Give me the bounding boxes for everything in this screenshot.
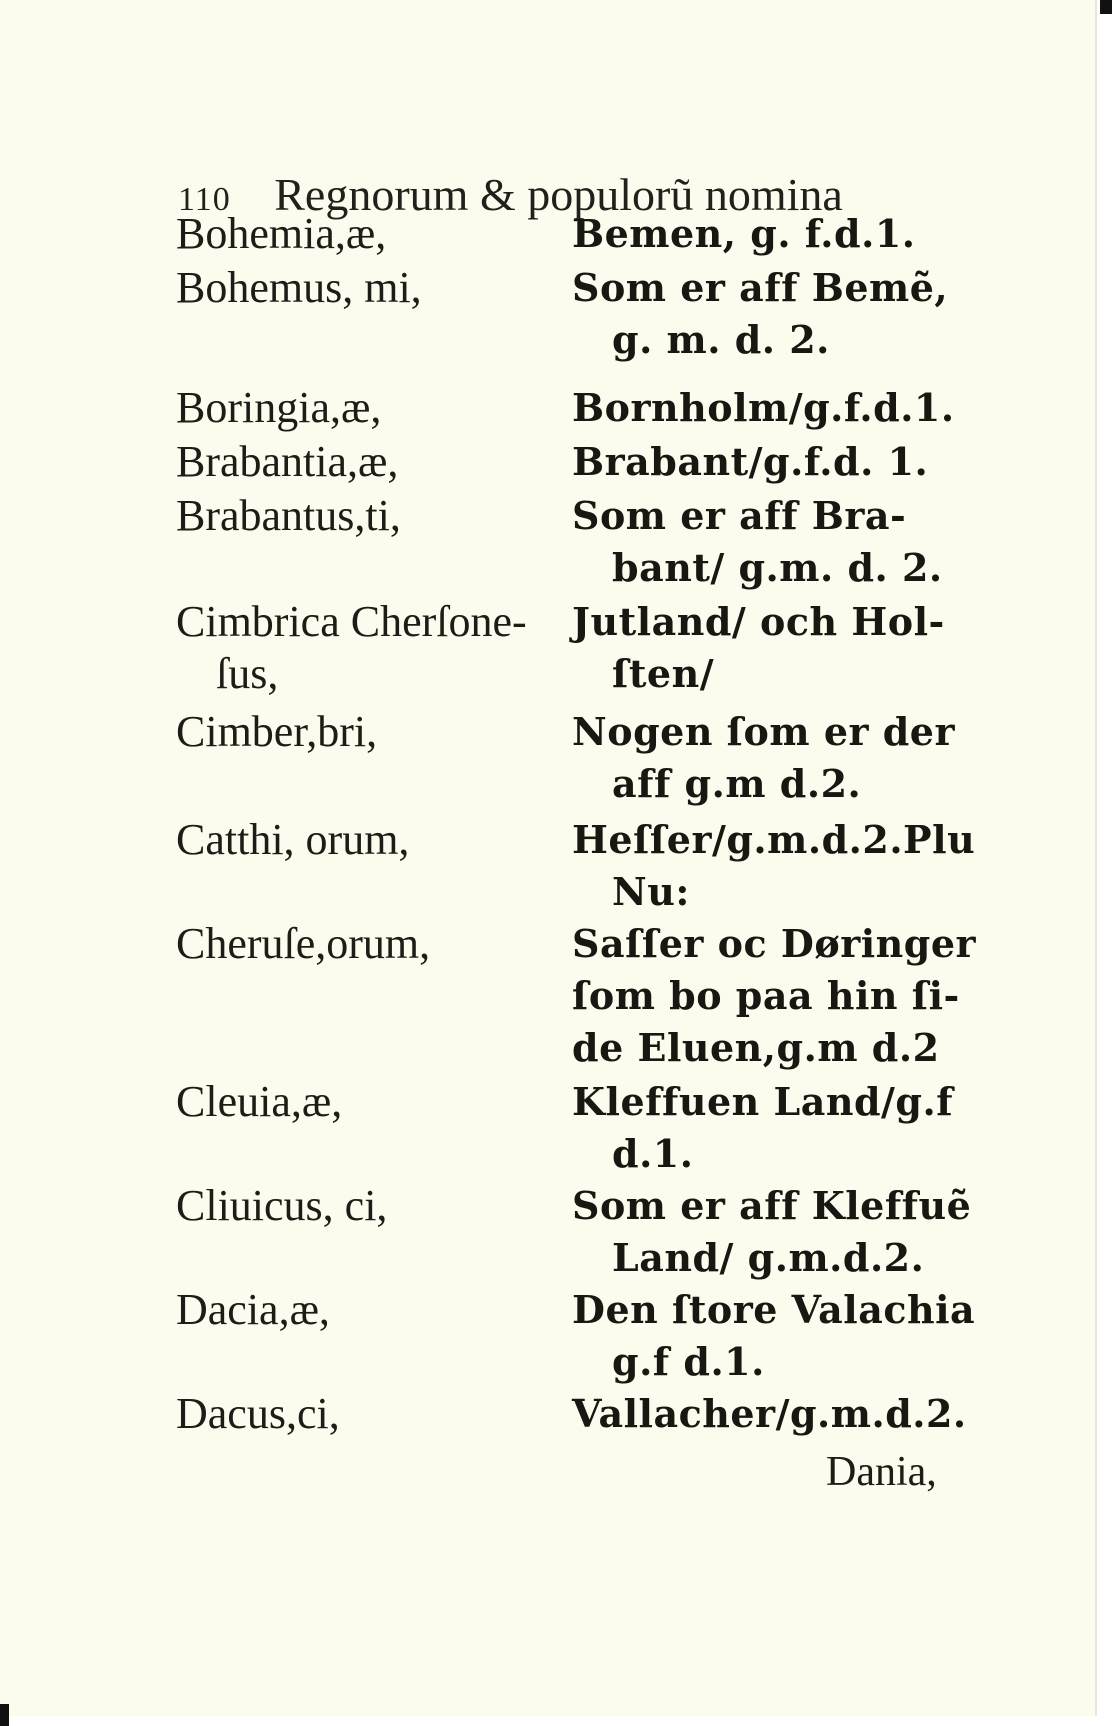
- gloss-line: Vallacher/g.m.d.2.: [572, 1391, 967, 1436]
- vernacular-gloss: [572, 1180, 972, 1284]
- gloss-line: Kleffuen Land/g.f: [572, 1079, 954, 1124]
- scan-edge-mark: [1100, 0, 1112, 14]
- gloss-line: Som er aff Bemẽ,: [572, 265, 949, 310]
- gloss-line: Saſſer oc Døringer: [572, 921, 977, 966]
- latin-line: ſus,: [216, 649, 279, 698]
- gloss-line: ſten/: [612, 651, 715, 696]
- scan-edge-mark: [0, 1704, 9, 1726]
- gloss-line: d.1.: [612, 1131, 694, 1176]
- latin-term: [176, 596, 527, 700]
- vernacular-gloss: [572, 262, 972, 366]
- vernacular-gloss: [572, 1076, 972, 1180]
- vernacular-gloss: [572, 918, 977, 1074]
- latin-line: Brabantus,ti,: [176, 491, 401, 540]
- latin-line: Cheruſe,orum,: [176, 919, 431, 968]
- page-title: Regnorum & populorũ nomina: [274, 169, 843, 220]
- latin-term: [176, 1076, 342, 1128]
- gloss-line: Som er aff Bra-: [572, 493, 907, 538]
- gloss-line: bant/ g.m. d. 2.: [612, 545, 943, 590]
- vernacular-gloss: [572, 596, 972, 700]
- vernacular-gloss: [572, 382, 972, 434]
- vernacular-gloss: [572, 814, 976, 918]
- vernacular-gloss: [572, 1284, 976, 1388]
- vernacular-gloss: [572, 436, 972, 488]
- gloss-line: Bornholm/g.f.d.1.: [572, 385, 955, 430]
- gloss-line: aff g.m d.2.: [612, 761, 862, 806]
- latin-line: Bohemus, mi,: [176, 263, 422, 312]
- vernacular-gloss: [572, 490, 972, 594]
- latin-term: [176, 1284, 330, 1336]
- latin-term: [176, 814, 409, 866]
- latin-line: Bohemia,æ,: [176, 209, 387, 258]
- gloss-line: Jutland/ och Hol-: [572, 599, 945, 644]
- latin-term: [176, 1180, 387, 1232]
- gloss-line: Land/ g.m.d.2.: [612, 1235, 925, 1280]
- latin-term: [176, 262, 422, 314]
- gloss-line: g. m. d. 2.: [612, 317, 830, 362]
- gloss-line: Den ſtore Valachia: [572, 1287, 976, 1332]
- latin-line: Cliuicus, ci,: [176, 1181, 388, 1230]
- latin-term: [176, 490, 401, 542]
- vernacular-gloss: [572, 208, 972, 260]
- gloss-line: ſom bo paa hin ſi-: [572, 973, 960, 1018]
- catchword: Dania,: [826, 1449, 937, 1495]
- vernacular-gloss: [572, 706, 972, 810]
- gloss-line: Som er aff Kleffuẽ: [572, 1183, 972, 1228]
- latin-line: Dacia,æ,: [176, 1285, 330, 1334]
- latin-term: [176, 918, 430, 970]
- latin-line: Catthi, orum,: [176, 815, 410, 864]
- latin-term: [176, 436, 398, 488]
- latin-line: Cimber,bri,: [176, 707, 378, 756]
- gloss-line: Brabant/g.f.d. 1.: [572, 439, 929, 484]
- latin-line: Boringia,æ,: [176, 383, 382, 432]
- gloss-line: Bemen, g. f.d.1.: [572, 211, 916, 256]
- gloss-line: Nogen ſom er der: [572, 709, 956, 754]
- gloss-line: Heſſer/g.m.d.2.Plu: [572, 817, 976, 862]
- latin-term: [176, 382, 381, 434]
- latin-line: Dacus,ci,: [176, 1389, 340, 1438]
- page-number: 110: [178, 181, 231, 218]
- gloss-line: Nu:: [612, 869, 690, 914]
- vernacular-gloss: [572, 1388, 972, 1440]
- latin-term: [176, 1388, 340, 1440]
- latin-line: Brabantia,æ,: [176, 437, 399, 486]
- gloss-line: de Eluen,g.m d.2: [572, 1025, 940, 1070]
- gloss-line: g.f d.1.: [612, 1339, 765, 1384]
- latin-line: Cleuia,æ,: [176, 1077, 343, 1126]
- latin-term: [176, 706, 377, 758]
- latin-line: Cimbrica Cherſone-: [176, 597, 527, 646]
- latin-term: [176, 208, 386, 260]
